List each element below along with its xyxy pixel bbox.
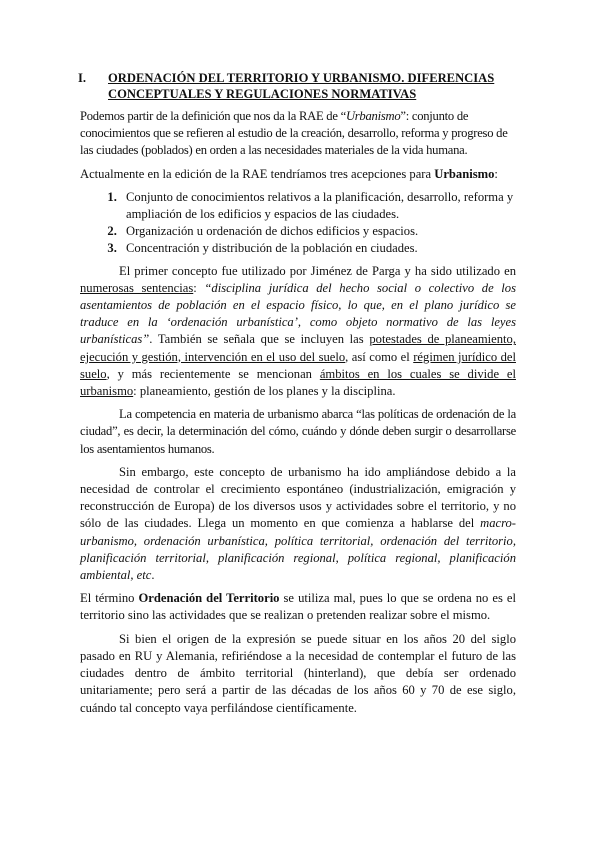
paragraph-rae-acepciones [80,166,516,183]
underlined-text: ámbitos en los cuales se divide el urbanismo [80,366,516,399]
text-run: : [193,280,205,295]
term-ordenacion-territorio: Ordenación del Territorio [138,591,280,606]
paragraph-primer-concepto [80,263,516,401]
underlined-text: régimen jurídico del suelo [80,349,516,381]
text-run: : planeamiento, gestión de los planes y la disciplina. [133,384,396,399]
section-number: I. [78,71,87,85]
paragraph-ampliacion [80,464,516,584]
text-run: , así como el [345,349,414,364]
text-run: El término [80,591,139,606]
text-run: , y más recientemente se mencionan [106,366,320,381]
term-urbanismo-bold: Urbanismo [434,166,495,181]
paragraph-competencia: La competencia en materia de urbanismo abarca “las políticas de ordenación de la ciudad”, es decir, la determinación del cómo, cuándo y dónde deben surgir o desarrollarse los asentamientos humanos. [80,407,516,456]
list-item: 3. Concentración y distribución de la población en ciudades. [120,240,516,257]
list-item: 2. Organización u ordenación de dichos edificios y espacios. [120,223,516,240]
quote-text: “disciplina jurídica del hecho social o colectivo de los asentamientos de población en el espacio físico, lo que, en el plano jurídico se traduce en la ‘ordenación urbanística’, como objeto normativo de las leyes urbanísticas” [80,280,516,347]
underlined-text: potestades de planeamiento, ejecución y gestión, intervención en el uso del suelo [80,332,516,364]
list-item: 1. Conjunto de conocimientos relativos a la planificación, desarrollo, reforma y ampliación de los edificios y espacios de las ciudades. [120,189,516,223]
text-run: . [151,568,155,583]
underlined-text: numerosas sentencias [80,280,194,295]
term-urbanismo: Urbanismo [345,109,401,123]
paragraph-origen: Si bien el origen de la expresión se puede situar en los años 20 del siglo pasado en RU y Alemania, refiriéndose a la necesidad de contemplar el futuro de las ciudades dentro de ámbito territorial (hinterland), que debía ser ordenado unitariamente; pero será a partir de las décadas de los años 60 y 70 de ese siglo, cuándo tal concepto vaya perfilándose científicamente. [80,631,516,715]
italic-terms: macro-urbanismo, ordenación urbanística, política territorial, ordenación del territorio, planificación territorial, planificación regional, política regional, planificación ambiental, etc [80,516,516,583]
text-run: El primer concepto fue utilizado por Jiménez de Parga y ha sido utilizado en [119,263,516,278]
text-run: ”: conjunto de conocimientos que se refieren al estudio de la creación, desarrollo, reforma y progreso de las ciudades (poblados) en orden a las necesidades materiales de la vida humana. [80,109,508,158]
text-run: se utiliza mal, pues lo que se ordena no es el territorio sino las actividades que se realizan o pretenden realizar sobre el mismo. [80,591,516,623]
text-run: Actualmente en la edición de la RAE tendríamos tres acepciones para [80,166,435,181]
paragraph-ordenacion-territorio [80,590,516,624]
section-heading [78,70,518,102]
text-run: : [494,166,498,181]
paragraph-rae-definition [80,108,516,160]
document-body [80,108,516,723]
text-run: . También se señala que se incluyen las [149,332,370,347]
text-run: Sin embargo, este concepto de urbanismo ha ido ampliándose debido a la necesidad de controlar el crecimiento espontáneo (industrialización, emigración y reconstrucción de Europa) de los diversos usos y actividades sobre el territorio, y no sólo de las ciudades. Llega un momento en que comienza a hablarse del [80,464,516,531]
acepciones-list [80,189,516,258]
text-run: Podemos partir de la definición que nos da la RAE de “ [80,109,346,123]
section-title: ORDENACIÓN DEL TERRITORIO Y URBANISMO. DIFERENCIAS CONCEPTUALES Y REGULACIONES NORMATIVAS [108,71,495,101]
